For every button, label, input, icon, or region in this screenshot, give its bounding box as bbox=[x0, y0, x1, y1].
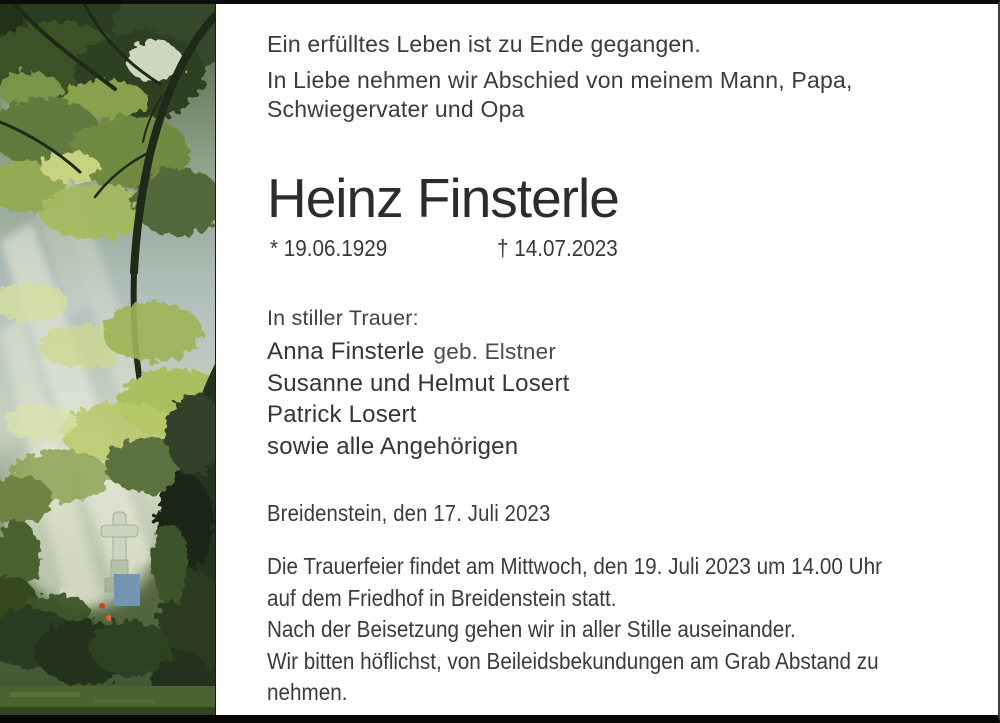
mourner-line bbox=[267, 368, 570, 400]
funeral-line bbox=[267, 614, 966, 646]
place-dateline-text: Breidenstein, den 17. Juli 2023 bbox=[267, 500, 551, 526]
funeral-line-text: nehmen. bbox=[267, 679, 348, 705]
intro-paragraph bbox=[267, 66, 853, 123]
intro-line-1: In Liebe nehmen wir Abschied von meinem Mann, Papa, bbox=[267, 67, 853, 93]
funeral-line-text: Nach der Beisetzung gehen wir in aller Stille auseinander. bbox=[267, 616, 796, 642]
mourners-list bbox=[267, 336, 570, 463]
mourner-name-suffix: geb. Elstner bbox=[433, 339, 557, 364]
funeral-line bbox=[267, 646, 966, 678]
opening-line: Ein erfülltes Leben ist zu Ende gegangen. bbox=[267, 31, 702, 57]
grass bbox=[0, 686, 215, 715]
place-dateline bbox=[267, 500, 589, 527]
mourner-line bbox=[267, 336, 570, 368]
funeral-line bbox=[267, 551, 966, 583]
deceased-name: Heinz Finsterle bbox=[267, 167, 619, 229]
birth-date: * 19.06.1929 bbox=[270, 235, 388, 261]
mourner-name: Anna Finsterle bbox=[267, 338, 425, 365]
mourner-line bbox=[267, 399, 570, 431]
funeral-line-text: Wir bitten höflichst, von Beileidsbekundungen am Grab Abstand zu bbox=[267, 647, 879, 674]
mourner-name: Susanne und Helmut Losert bbox=[267, 369, 570, 397]
intro-line-2: Schwiegervater und Opa bbox=[267, 95, 525, 122]
notice-text-column bbox=[267, 4, 978, 715]
funeral-line bbox=[267, 677, 966, 709]
funeral-line bbox=[267, 583, 966, 615]
death-date: † 14.07.2023 bbox=[497, 235, 618, 261]
memorial-photo bbox=[0, 4, 216, 715]
mourner-name: Patrick Losert bbox=[267, 401, 417, 429]
funeral-line-text: auf dem Friedhof in Breidenstein statt. bbox=[267, 584, 617, 611]
mourner-name: sowie alle Angehörigen bbox=[267, 433, 519, 461]
mourning-label: In stiller Trauer: bbox=[267, 306, 419, 330]
funeral-information bbox=[267, 551, 966, 709]
mourner-line bbox=[267, 431, 570, 463]
funeral-line-text: Die Trauerfeier findet am Mittwoch, den 19. Juli 2023 um 14.00 Uhr bbox=[267, 553, 882, 579]
cemetery-forest-illustration bbox=[0, 4, 215, 715]
